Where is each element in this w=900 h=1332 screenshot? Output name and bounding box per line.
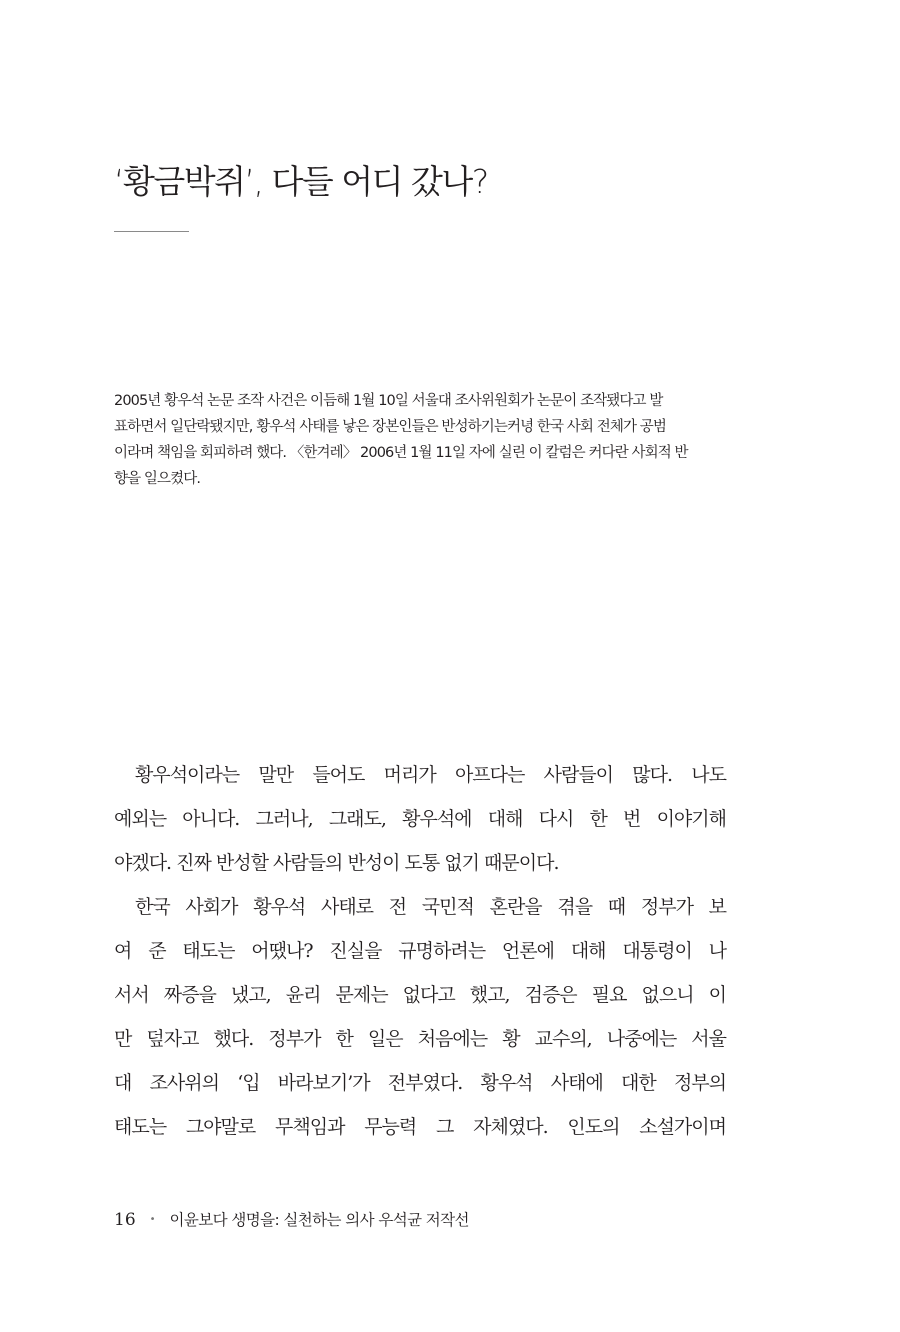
- body-line: 만 덮자고 했다. 정부가 한 일은 처음에는 황 교수의, 나중에는 서울: [114, 1028, 726, 1050]
- body-line: 태도는 그야말로 무책임과 무능력 그 자체였다. 인도의 소설가이며: [114, 1116, 726, 1138]
- body-line: 한국 사회가 황우석 사태로 전 국민적 혼란을 겪을 때 정부가 보: [135, 896, 726, 918]
- intro-line: 표하면서 일단락됐지만, 황우석 사태를 낳은 장본인들은 반성하기는커녕 한국 사회 전체가 공범: [114, 419, 666, 435]
- title-divider: [114, 231, 189, 232]
- bullet-separator: •: [149, 1214, 156, 1225]
- intro-line: 2005년 황우석 논문 조작 사건은 이듬해 1월 10일 서울대 조사위원회가 논문이 조작됐다고 발: [114, 393, 663, 409]
- body-line: 예외는 아니다. 그러나, 그래도, 황우석에 대해 다시 한 번 이야기해: [114, 808, 726, 830]
- book-title: 이윤보다 생명을: 실천하는 의사 우석균 저작선: [169, 1211, 469, 1229]
- body-line: 서서 짜증을 냈고, 윤리 문제는 없다고 했고, 검증은 필요 없으니 이: [114, 984, 726, 1006]
- body-line: 대 조사위의 ‘입 바라보기’가 전부였다. 황우석 사태에 대한 정부의: [114, 1072, 726, 1094]
- intro-line: 향을 일으켰다.: [114, 471, 201, 487]
- chapter-title: ‘황금박쥐’, 다들 어디 갔나?: [114, 162, 488, 201]
- body-line: 황우석이라는 말만 들어도 머리가 아프다는 사람들이 많다. 나도: [135, 764, 726, 786]
- intro-line: 이라며 책임을 회피하려 했다. 〈한겨레〉 2006년 1월 11일 자에 실린 이 칼럼은 커다란 사회적 반: [114, 445, 688, 461]
- page-number: 16: [114, 1210, 136, 1230]
- body-line: 야겠다. 진짜 반성할 사람들의 반성이 도통 없기 때문이다.: [114, 852, 559, 874]
- body-line: 여 준 태도는 어땠나? 진실을 규명하려는 언론에 대해 대통령이 나: [114, 940, 726, 962]
- body-text: [114, 753, 726, 1149]
- chapter-introduction: [114, 388, 724, 492]
- page-footer: [114, 1208, 469, 1230]
